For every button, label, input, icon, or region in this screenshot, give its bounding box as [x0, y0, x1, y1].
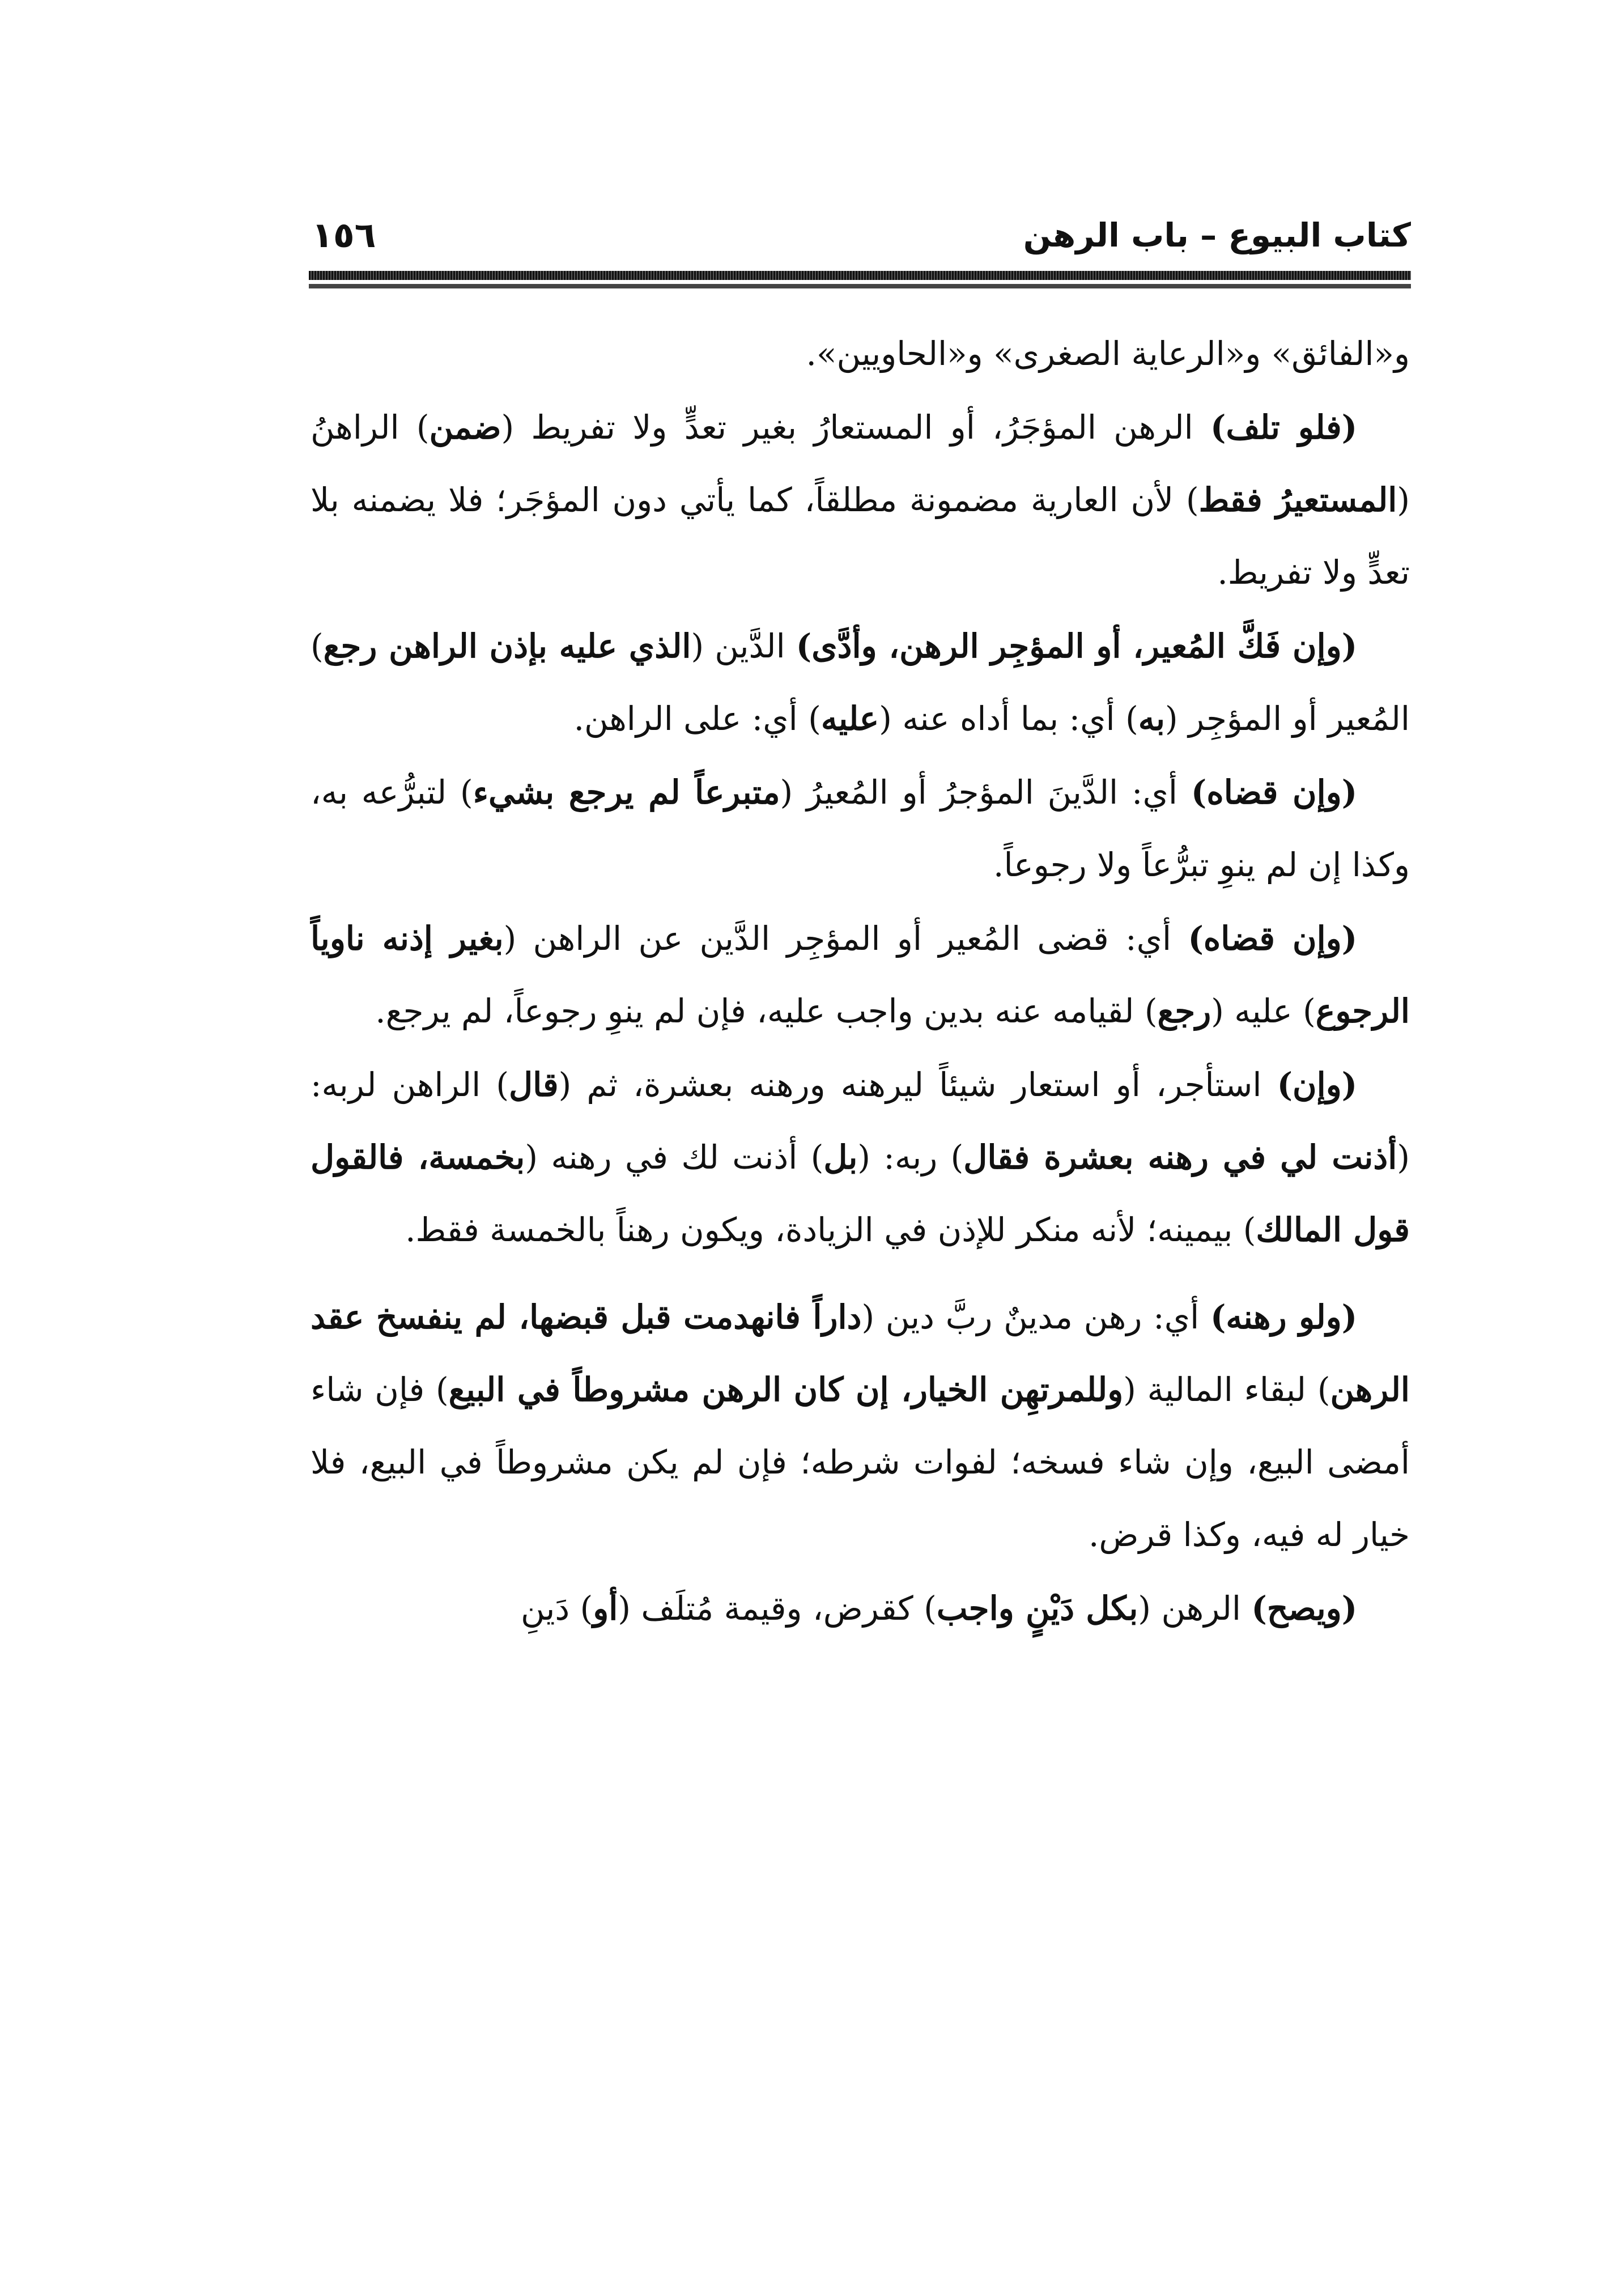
matn-text: (فلو تلف) — [1210, 408, 1358, 447]
matn-text: (وإن فَكَّ المُعير، أو المؤجِر الرهن، وأدَّى) — [796, 627, 1358, 665]
sharh-text: ) بيمينه؛ لأنه منكر للإذن في الزيادة، ويكون رهناً بالخمسة فقط. — [405, 1211, 1256, 1249]
sharh-text: ) لتبرُّعه به، وكذا إن لم ينوِ تبرُّعاً ولا رجوعاً. — [311, 773, 1410, 884]
matn-text: ضمن — [429, 408, 501, 447]
sharh-text: ) ربه: ( — [857, 1138, 964, 1177]
body-text — [311, 317, 1410, 1646]
sharh-text: الدَّين ( — [691, 627, 796, 665]
header-rule — [309, 271, 1411, 280]
paragraph — [311, 1048, 1410, 1266]
header-rule-thin — [309, 284, 1411, 288]
sharh-text: أي: قضى المُعير أو المؤجِر الدَّين عن الراهن ( — [503, 919, 1188, 958]
sharh-text: ) أي: بما أداه عنه ( — [879, 699, 1138, 738]
matn-text: قال — [509, 1065, 559, 1104]
matn-text: بغير إذنه ناوياً الرجوع — [311, 919, 1410, 1030]
sharh-text: ) المُعير أو المؤجِر ( — [311, 627, 1410, 738]
sharh-text: أي: الدَّينَ المؤجرُ أو المُعيرُ ( — [780, 773, 1191, 812]
matn-text: المستعيرُ فقط — [1198, 481, 1397, 519]
sharh-text: ) الراهنُ ( — [311, 408, 1410, 519]
sharh-text: ) الراهن لربه: ( — [311, 1065, 1410, 1177]
paragraph — [311, 756, 1410, 901]
matn-text: أذنت لي في رهنه بعشرة فقال — [963, 1138, 1397, 1177]
sharh-text: أي: رهن مدينٌ ربَّ دين ( — [861, 1298, 1210, 1336]
sharh-text: الرهن ( — [1138, 1589, 1252, 1628]
matn-text: داراً فانهدمت قبل قبضها، لم ينفسخ عقد الرهن — [311, 1298, 1410, 1409]
matn-text: بل — [823, 1138, 858, 1177]
page-header — [312, 210, 1411, 261]
matn-text: (ويصح) — [1251, 1589, 1358, 1628]
matn-text: بكل دَيْنٍ واجب — [936, 1589, 1138, 1628]
matn-text: عليه — [820, 699, 879, 738]
sharh-text: استأجر، أو استعار شيئاً ليرهنه ورهنه بعشرة، ثم ( — [558, 1065, 1277, 1104]
sharh-text: الرهن المؤجَرُ، أو المستعارُ بغير تعدٍّ ولا تفريط ( — [501, 408, 1211, 447]
sharh-text: ) فإن شاء أمضى البيع، وإن شاء فسخه؛ لفوات شرطه؛ فإن لم يكن مشروطاً في البيع، فلا خيار له فيه، وكذا قرض. — [311, 1370, 1410, 1554]
sharh-text: ) أي: على الراهن. — [573, 699, 821, 738]
matn-text: (وإن قضاه) — [1188, 919, 1358, 958]
matn-text: به — [1138, 699, 1165, 738]
sharh-text: ) دَينِ — [521, 1589, 593, 1628]
matn-text: متبرعاً لم يرجع بشيء — [473, 773, 780, 812]
sharh-text: ) لقيامه عنه بدين واجب عليه، فإن لم ينوِ رجوعاً، لم يرجع. — [375, 992, 1158, 1030]
paragraph — [311, 317, 1410, 390]
paragraph — [311, 610, 1410, 755]
sharh-text: و«الفائق» و«الرعاية الصغرى» و«الحاويين». — [806, 334, 1410, 373]
sharh-text: ) عليه ( — [1211, 992, 1316, 1030]
matn-text: أو — [593, 1589, 618, 1628]
paragraph — [311, 1281, 1410, 1571]
sharh-text: ) لبقاء المالية ( — [1123, 1370, 1330, 1409]
sharh-text: ) أذنت لك في رهنه ( — [525, 1138, 824, 1177]
matn-text: وللمرتهِن الخيار، إن كان الرهن مشروطاً في البيع — [448, 1370, 1124, 1409]
paragraph — [311, 902, 1410, 1047]
running-title: كتاب البيوع – باب الرهن — [1023, 216, 1411, 254]
matn-text: الذي عليه بإذن الراهن رجع — [323, 627, 691, 665]
paragraph — [311, 391, 1410, 609]
sharh-text: ) لأن العارية مضمونة مطلقاً، كما يأتي دون المؤجَر؛ فلا يضمنه بلا تعدٍّ ولا تفريط. — [311, 481, 1410, 592]
matn-text: (وإن قضاه) — [1191, 773, 1358, 812]
sharh-text: ) كقرض، وقيمة مُتلَف ( — [618, 1589, 937, 1628]
paragraph — [311, 1572, 1410, 1645]
matn-text: (وإن) — [1277, 1065, 1358, 1104]
matn-text: بخمسة، فالقول قول المالك — [311, 1138, 1410, 1249]
matn-text: رجع — [1157, 992, 1211, 1030]
matn-text: (ولو رهنه) — [1210, 1298, 1358, 1336]
page-number: ١٥٦ — [312, 214, 376, 256]
